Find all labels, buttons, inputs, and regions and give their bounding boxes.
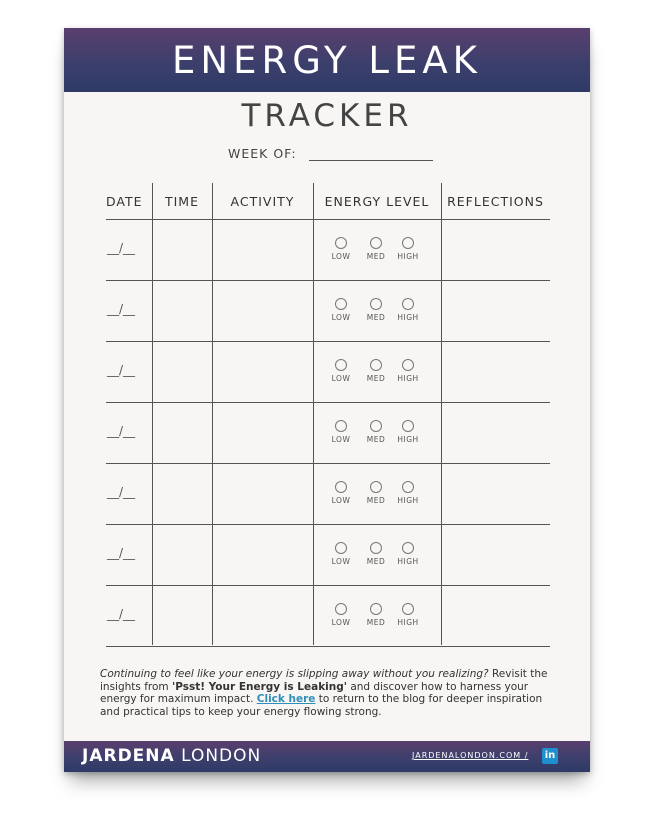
column-header-activity: ACTIVITY <box>230 194 295 209</box>
tracker-table <box>106 183 550 645</box>
table-row <box>106 219 550 280</box>
date-input[interactable]: __/__ <box>107 546 136 560</box>
energy-med-option[interactable] <box>365 481 387 505</box>
energy-high-option[interactable] <box>397 603 419 627</box>
radio-circle-icon[interactable] <box>370 481 382 493</box>
energy-level-label: HIGH <box>397 618 419 627</box>
row-divider <box>106 280 550 281</box>
energy-med-option[interactable] <box>365 237 387 261</box>
footer-text: Revisit the insights from <box>100 668 548 693</box>
brand-first-name: JARDENA <box>82 746 175 766</box>
radio-circle-icon[interactable] <box>370 298 382 310</box>
energy-level-label: MED <box>366 618 386 627</box>
energy-med-option[interactable] <box>365 542 387 566</box>
week-of-label: WEEK OF: <box>228 146 297 161</box>
radio-circle-icon[interactable] <box>370 359 382 371</box>
energy-high-option[interactable] <box>397 542 419 566</box>
energy-low-option[interactable] <box>330 420 352 444</box>
energy-low-option[interactable] <box>330 481 352 505</box>
radio-circle-icon[interactable] <box>370 542 382 554</box>
energy-med-option[interactable] <box>365 298 387 322</box>
energy-level-label: LOW <box>331 374 351 383</box>
footer-note <box>100 668 558 719</box>
column-header-date: DATE <box>106 194 143 209</box>
energy-level-label: HIGH <box>397 252 419 261</box>
website-link[interactable]: JARDENALONDON.COM / <box>412 751 529 760</box>
week-of-field <box>228 146 433 161</box>
radio-circle-icon[interactable] <box>402 481 414 493</box>
date-input[interactable]: __/__ <box>107 607 136 621</box>
table-row <box>106 463 550 524</box>
energy-high-option[interactable] <box>397 298 419 322</box>
click-here-link[interactable]: Click here <box>256 693 316 706</box>
energy-level-label: HIGH <box>397 557 419 566</box>
energy-level-label: MED <box>366 313 386 322</box>
footer-banner <box>64 741 590 772</box>
radio-circle-icon[interactable] <box>370 420 382 432</box>
brand-logo <box>82 746 261 766</box>
energy-low-option[interactable] <box>330 542 352 566</box>
table-row <box>106 402 550 463</box>
energy-low-option[interactable] <box>330 237 352 261</box>
column-header-reflections: REFLECTIONS <box>447 194 544 209</box>
row-divider <box>106 463 550 464</box>
column-header-energy-level: ENERGY LEVEL <box>324 194 430 209</box>
footer-text: to return to the blog for deeper inspiration and practical tips to keep your energy flowing strong. <box>100 693 543 719</box>
page-subtitle: TRACKER <box>241 98 413 134</box>
radio-circle-icon[interactable] <box>335 298 347 310</box>
radio-circle-icon[interactable] <box>402 359 414 371</box>
energy-low-option[interactable] <box>330 298 352 322</box>
energy-level-label: MED <box>366 374 386 383</box>
blog-title: 'Psst! Your Energy is Leaking' <box>171 680 347 693</box>
table-row <box>106 524 550 585</box>
energy-low-option[interactable] <box>330 603 352 627</box>
energy-level-label: MED <box>366 252 386 261</box>
radio-circle-icon[interactable] <box>335 359 347 371</box>
energy-level-label: HIGH <box>397 435 419 444</box>
energy-level-label: LOW <box>331 557 351 566</box>
energy-level-label: MED <box>366 435 386 444</box>
energy-level-label: LOW <box>331 618 351 627</box>
radio-circle-icon[interactable] <box>402 542 414 554</box>
row-divider <box>106 524 550 525</box>
energy-level-label: HIGH <box>397 374 419 383</box>
header-rule <box>106 219 550 220</box>
energy-med-option[interactable] <box>365 359 387 383</box>
radio-circle-icon[interactable] <box>335 481 347 493</box>
radio-circle-icon[interactable] <box>402 420 414 432</box>
date-input[interactable]: __/__ <box>107 241 136 255</box>
energy-low-option[interactable] <box>330 359 352 383</box>
energy-level-label: HIGH <box>397 313 419 322</box>
energy-high-option[interactable] <box>397 420 419 444</box>
footer-text: and discover how to harness your energy for maximum impact. <box>100 680 529 706</box>
row-divider <box>106 585 550 586</box>
radio-circle-icon[interactable] <box>402 298 414 310</box>
date-input[interactable]: __/__ <box>107 485 136 499</box>
energy-med-option[interactable] <box>365 420 387 444</box>
energy-high-option[interactable] <box>397 481 419 505</box>
radio-circle-icon[interactable] <box>335 542 347 554</box>
energy-high-option[interactable] <box>397 359 419 383</box>
radio-circle-icon[interactable] <box>335 237 347 249</box>
worksheet-page <box>64 28 590 772</box>
row-divider <box>106 341 550 342</box>
energy-level-label: MED <box>366 496 386 505</box>
column-header-time: TIME <box>164 194 199 209</box>
energy-level-label: LOW <box>331 313 351 322</box>
linkedin-icon[interactable]: in <box>542 748 558 764</box>
energy-level-label: LOW <box>331 252 351 261</box>
row-divider <box>106 402 550 403</box>
energy-level-label: HIGH <box>397 496 419 505</box>
radio-circle-icon[interactable] <box>335 420 347 432</box>
page-title: ENERGY LEAK <box>172 38 482 82</box>
radio-circle-icon[interactable] <box>402 603 414 615</box>
energy-level-label: LOW <box>331 435 351 444</box>
energy-high-option[interactable] <box>397 237 419 261</box>
radio-circle-icon[interactable] <box>370 603 382 615</box>
brand-last-name: LONDON <box>174 746 262 766</box>
footer-question: Continuing to feel like your energy is slipping away without you realizing? <box>100 668 489 680</box>
table-row <box>106 280 550 341</box>
table-row <box>106 341 550 402</box>
radio-circle-icon[interactable] <box>370 237 382 249</box>
row-divider <box>106 646 550 647</box>
date-input[interactable]: __/__ <box>107 302 136 316</box>
energy-level-label: MED <box>366 557 386 566</box>
energy-med-option[interactable] <box>365 603 387 627</box>
header-banner <box>64 28 590 92</box>
radio-circle-icon[interactable] <box>335 603 347 615</box>
energy-level-label: LOW <box>331 496 351 505</box>
date-input[interactable]: __/__ <box>107 363 136 377</box>
radio-circle-icon[interactable] <box>402 237 414 249</box>
table-row <box>106 585 550 646</box>
week-of-input-line[interactable] <box>309 148 433 161</box>
date-input[interactable]: __/__ <box>107 424 136 438</box>
